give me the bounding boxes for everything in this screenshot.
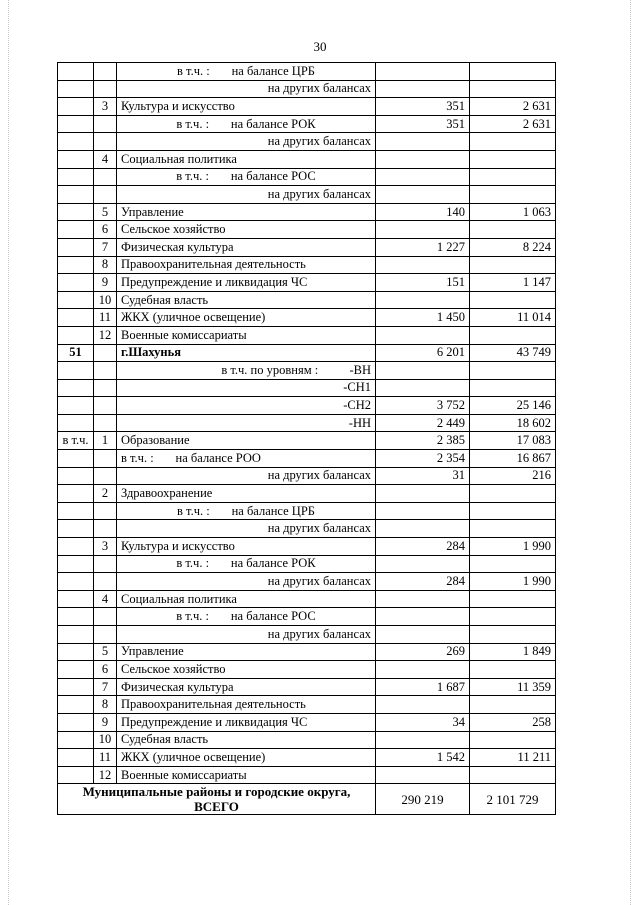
row-name-cell: на других балансах <box>117 520 376 538</box>
row-col5-cell <box>470 731 556 749</box>
row-number-cell <box>94 115 117 133</box>
row-col4-cell: 2 354 <box>376 450 470 468</box>
row-group-cell <box>58 766 94 784</box>
row-group-cell <box>58 379 94 397</box>
total-label <box>58 784 376 815</box>
row-col5-cell <box>470 626 556 644</box>
row-name-cell: в т.ч. : на балансе ЦРБ <box>117 63 376 81</box>
table-row <box>58 133 556 151</box>
row-name-cell: Управление <box>117 203 376 221</box>
row-col4-cell <box>376 133 470 151</box>
total-label-line2: ВСЕГО <box>194 799 239 815</box>
row-number-cell <box>94 63 117 81</box>
row-number-cell: 7 <box>94 678 117 696</box>
row-group-cell <box>58 485 94 503</box>
row-col4-cell: 284 <box>376 573 470 591</box>
table-row <box>58 661 556 679</box>
row-name-cell: -СН2 <box>117 397 376 415</box>
row-name-cell: в т.ч. : на балансе РОС <box>117 608 376 626</box>
table-row <box>58 291 556 309</box>
row-group-cell <box>58 502 94 520</box>
table-row <box>58 696 556 714</box>
table-row <box>58 326 556 344</box>
table-row <box>58 256 556 274</box>
row-number-cell: 12 <box>94 766 117 784</box>
row-name-cell: -НН <box>117 414 376 432</box>
row-col5-cell <box>470 256 556 274</box>
row-group-cell <box>58 626 94 644</box>
row-number-cell <box>94 573 117 591</box>
row-col4-cell: 351 <box>376 98 470 116</box>
row-name-cell: Военные комиссариаты <box>117 326 376 344</box>
row-name-cell: Образование <box>117 432 376 450</box>
row-group-cell: в т.ч. <box>58 432 94 450</box>
row-col5-cell: 16 867 <box>470 450 556 468</box>
row-name-cell: в т.ч. : на балансе РОС <box>117 168 376 186</box>
row-col4-cell: 2 449 <box>376 414 470 432</box>
row-col4-cell <box>376 731 470 749</box>
row-col4-cell <box>376 485 470 503</box>
total-col4: 290 219 <box>376 784 470 815</box>
table-row <box>58 520 556 538</box>
row-col5-cell <box>470 326 556 344</box>
row-group-cell <box>58 63 94 81</box>
row-group-cell <box>58 450 94 468</box>
row-col4-cell <box>376 379 470 397</box>
table-row <box>58 115 556 133</box>
row-col5-cell: 1 990 <box>470 538 556 556</box>
row-col5-cell <box>470 590 556 608</box>
row-col5-cell <box>470 520 556 538</box>
row-col5-cell: 1 063 <box>470 203 556 221</box>
row-col5-cell: 258 <box>470 713 556 731</box>
row-name-cell: Судебная власть <box>117 291 376 309</box>
row-group-cell <box>58 256 94 274</box>
table-row <box>58 309 556 327</box>
table-row <box>58 98 556 116</box>
row-number-cell <box>94 168 117 186</box>
row-col4-cell <box>376 696 470 714</box>
row-group-cell: 51 <box>58 344 94 362</box>
row-name-cell: Физическая культура <box>117 238 376 256</box>
table-row <box>58 274 556 292</box>
row-col5-cell: 2 631 <box>470 98 556 116</box>
table-row <box>58 643 556 661</box>
table-row <box>58 432 556 450</box>
row-number-cell: 10 <box>94 731 117 749</box>
table-row <box>58 573 556 591</box>
row-col4-cell <box>376 291 470 309</box>
row-col5-cell: 1 147 <box>470 274 556 292</box>
row-number-cell: 3 <box>94 98 117 116</box>
row-group-cell <box>58 309 94 327</box>
table-body <box>58 63 556 784</box>
row-col4-cell <box>376 520 470 538</box>
row-group-cell <box>58 590 94 608</box>
row-group-cell <box>58 150 94 168</box>
row-col4-cell: 351 <box>376 115 470 133</box>
row-group-cell <box>58 414 94 432</box>
row-name-cell: Судебная власть <box>117 731 376 749</box>
row-number-cell <box>94 344 117 362</box>
row-col5-cell <box>470 379 556 397</box>
table-row <box>58 344 556 362</box>
row-col4-cell <box>376 590 470 608</box>
row-col5-cell <box>470 168 556 186</box>
row-number-cell <box>94 467 117 485</box>
total-section <box>58 784 556 815</box>
row-name-cell: -СН1 <box>117 379 376 397</box>
table-row <box>58 678 556 696</box>
row-number-cell <box>94 502 117 520</box>
row-number-cell: 8 <box>94 696 117 714</box>
row-col5-cell <box>470 362 556 380</box>
row-name-cell: на других балансах <box>117 80 376 98</box>
row-number-cell <box>94 186 117 204</box>
row-group-cell <box>58 238 94 256</box>
row-name-cell: Социальная политика <box>117 590 376 608</box>
row-col4-cell <box>376 502 470 520</box>
row-col4-cell <box>376 555 470 573</box>
row-name-cell: в т.ч. : на балансе ЦРБ <box>117 502 376 520</box>
row-col4-cell <box>376 608 470 626</box>
table-row <box>58 362 556 380</box>
row-number-cell <box>94 397 117 415</box>
row-group-cell <box>58 661 94 679</box>
row-name-cell: на других балансах <box>117 133 376 151</box>
row-col5-cell <box>470 766 556 784</box>
table-row <box>58 450 556 468</box>
row-col5-cell <box>470 608 556 626</box>
row-group-cell <box>58 115 94 133</box>
row-col4-cell: 1 227 <box>376 238 470 256</box>
row-col4-cell <box>376 661 470 679</box>
row-col5-cell <box>470 150 556 168</box>
table-row <box>58 485 556 503</box>
row-name-cell: ЖКХ (уличное освещение) <box>117 749 376 767</box>
row-col5-cell <box>470 661 556 679</box>
row-group-cell <box>58 186 94 204</box>
row-group-cell <box>58 538 94 556</box>
row-col5-cell <box>470 80 556 98</box>
table-row <box>58 502 556 520</box>
row-col5-cell: 216 <box>470 467 556 485</box>
row-group-cell <box>58 467 94 485</box>
row-group-cell <box>58 696 94 714</box>
row-name-cell: на других балансах <box>117 626 376 644</box>
row-col4-cell: 3 752 <box>376 397 470 415</box>
right-margin-dots <box>630 0 631 905</box>
row-group-cell <box>58 274 94 292</box>
total-label-line1: Муниципальные районы и городские округа, <box>82 784 351 800</box>
row-group-cell <box>58 221 94 239</box>
row-number-cell: 11 <box>94 309 117 327</box>
table-row <box>58 63 556 81</box>
row-number-cell <box>94 80 117 98</box>
row-group-cell <box>58 713 94 731</box>
row-group-cell <box>58 749 94 767</box>
row-name-cell: в т.ч. по уровням : -ВН <box>117 362 376 380</box>
row-group-cell <box>58 573 94 591</box>
row-number-cell: 6 <box>94 221 117 239</box>
row-number-cell: 7 <box>94 238 117 256</box>
row-number-cell: 10 <box>94 291 117 309</box>
row-col5-cell: 17 083 <box>470 432 556 450</box>
row-col5-cell <box>470 63 556 81</box>
row-number-cell: 4 <box>94 150 117 168</box>
row-col4-cell <box>376 766 470 784</box>
table-row <box>58 731 556 749</box>
row-col5-cell: 18 602 <box>470 414 556 432</box>
row-name-cell: Культура и искусство <box>117 98 376 116</box>
row-number-cell: 9 <box>94 713 117 731</box>
table-row <box>58 168 556 186</box>
table-row <box>58 538 556 556</box>
table-row <box>58 766 556 784</box>
row-col4-cell: 284 <box>376 538 470 556</box>
row-number-cell <box>94 520 117 538</box>
row-col4-cell <box>376 186 470 204</box>
row-col5-cell <box>470 555 556 573</box>
row-number-cell <box>94 450 117 468</box>
table-row <box>58 80 556 98</box>
row-col4-cell <box>376 221 470 239</box>
table-row <box>58 203 556 221</box>
row-col5-cell <box>470 291 556 309</box>
row-col4-cell: 151 <box>376 274 470 292</box>
row-name-cell: Культура и искусство <box>117 538 376 556</box>
row-col4-cell: 1 687 <box>376 678 470 696</box>
row-name-cell: ЖКХ (уличное освещение) <box>117 309 376 327</box>
row-col4-cell: 2 385 <box>376 432 470 450</box>
row-name-cell: Сельское хозяйство <box>117 661 376 679</box>
row-number-cell: 9 <box>94 274 117 292</box>
row-col5-cell: 2 631 <box>470 115 556 133</box>
row-name-cell: Предупреждение и ликвидация ЧС <box>117 274 376 292</box>
row-name-cell: Социальная политика <box>117 150 376 168</box>
row-group-cell <box>58 678 94 696</box>
row-group-cell <box>58 80 94 98</box>
table-row <box>58 379 556 397</box>
row-number-cell: 3 <box>94 538 117 556</box>
row-name-cell: Сельское хозяйство <box>117 221 376 239</box>
row-number-cell <box>94 379 117 397</box>
row-name-cell: г.Шахунья <box>117 344 376 362</box>
row-group-cell <box>58 168 94 186</box>
row-col5-cell: 1 990 <box>470 573 556 591</box>
row-col5-cell: 8 224 <box>470 238 556 256</box>
row-col4-cell <box>376 326 470 344</box>
row-name-cell: на других балансах <box>117 186 376 204</box>
table-row <box>58 397 556 415</box>
table-row <box>58 221 556 239</box>
row-col5-cell: 11 359 <box>470 678 556 696</box>
row-col5-cell: 11 211 <box>470 749 556 767</box>
row-name-cell: в т.ч. : на балансе РОО <box>117 450 376 468</box>
row-col5-cell <box>470 502 556 520</box>
row-col5-cell <box>470 696 556 714</box>
row-name-cell: Физическая культура <box>117 678 376 696</box>
row-number-cell <box>94 555 117 573</box>
row-number-cell: 11 <box>94 749 117 767</box>
row-name-cell: Военные комиссариаты <box>117 766 376 784</box>
row-name-cell: Правоохранительная деятельность <box>117 696 376 714</box>
total-col5: 2 101 729 <box>470 784 556 815</box>
row-col4-cell <box>376 150 470 168</box>
table-row <box>58 414 556 432</box>
row-name-cell: Правоохранительная деятельность <box>117 256 376 274</box>
row-number-cell: 6 <box>94 661 117 679</box>
row-name-cell: на других балансах <box>117 467 376 485</box>
table-row <box>58 749 556 767</box>
budget-table <box>57 62 556 815</box>
row-name-cell: на других балансах <box>117 573 376 591</box>
row-col4-cell <box>376 362 470 380</box>
total-row <box>58 784 556 815</box>
row-number-cell: 1 <box>94 432 117 450</box>
table-row <box>58 238 556 256</box>
row-name-cell: Здравоохранение <box>117 485 376 503</box>
row-group-cell <box>58 98 94 116</box>
row-col5-cell <box>470 221 556 239</box>
table-row <box>58 467 556 485</box>
row-col4-cell: 140 <box>376 203 470 221</box>
table-row <box>58 150 556 168</box>
table-row <box>58 186 556 204</box>
table-row <box>58 590 556 608</box>
row-number-cell: 8 <box>94 256 117 274</box>
row-col4-cell <box>376 256 470 274</box>
row-col4-cell <box>376 626 470 644</box>
row-col5-cell: 11 014 <box>470 309 556 327</box>
row-col4-cell <box>376 168 470 186</box>
table-row <box>58 555 556 573</box>
row-col4-cell: 1 450 <box>376 309 470 327</box>
row-number-cell <box>94 414 117 432</box>
row-col5-cell: 25 146 <box>470 397 556 415</box>
table-row <box>58 626 556 644</box>
row-group-cell <box>58 362 94 380</box>
row-name-cell: Предупреждение и ликвидация ЧС <box>117 713 376 731</box>
row-group-cell <box>58 326 94 344</box>
row-name-cell: в т.ч. : на балансе РОК <box>117 555 376 573</box>
row-col4-cell: 34 <box>376 713 470 731</box>
row-number-cell <box>94 608 117 626</box>
row-col4-cell: 31 <box>376 467 470 485</box>
row-group-cell <box>58 203 94 221</box>
row-group-cell <box>58 555 94 573</box>
row-group-cell <box>58 133 94 151</box>
row-col5-cell: 43 749 <box>470 344 556 362</box>
row-group-cell <box>58 397 94 415</box>
row-col5-cell: 1 849 <box>470 643 556 661</box>
row-name-cell: в т.ч. : на балансе РОК <box>117 115 376 133</box>
row-group-cell <box>58 291 94 309</box>
row-number-cell: 12 <box>94 326 117 344</box>
row-col4-cell <box>376 80 470 98</box>
row-col4-cell: 269 <box>376 643 470 661</box>
table-row <box>58 713 556 731</box>
row-number-cell: 5 <box>94 203 117 221</box>
row-col5-cell <box>470 186 556 204</box>
row-col4-cell: 1 542 <box>376 749 470 767</box>
table-row <box>58 608 556 626</box>
row-number-cell <box>94 362 117 380</box>
row-number-cell: 5 <box>94 643 117 661</box>
row-number-cell: 2 <box>94 485 117 503</box>
row-number-cell: 4 <box>94 590 117 608</box>
row-col4-cell: 6 201 <box>376 344 470 362</box>
row-number-cell <box>94 626 117 644</box>
row-group-cell <box>58 731 94 749</box>
row-name-cell: Управление <box>117 643 376 661</box>
left-margin-dots <box>8 0 9 905</box>
page-number: 30 <box>313 39 327 54</box>
row-group-cell <box>58 520 94 538</box>
row-group-cell <box>58 608 94 626</box>
row-col4-cell <box>376 63 470 81</box>
row-col5-cell <box>470 133 556 151</box>
row-group-cell <box>58 643 94 661</box>
row-col5-cell <box>470 485 556 503</box>
row-number-cell <box>94 133 117 151</box>
